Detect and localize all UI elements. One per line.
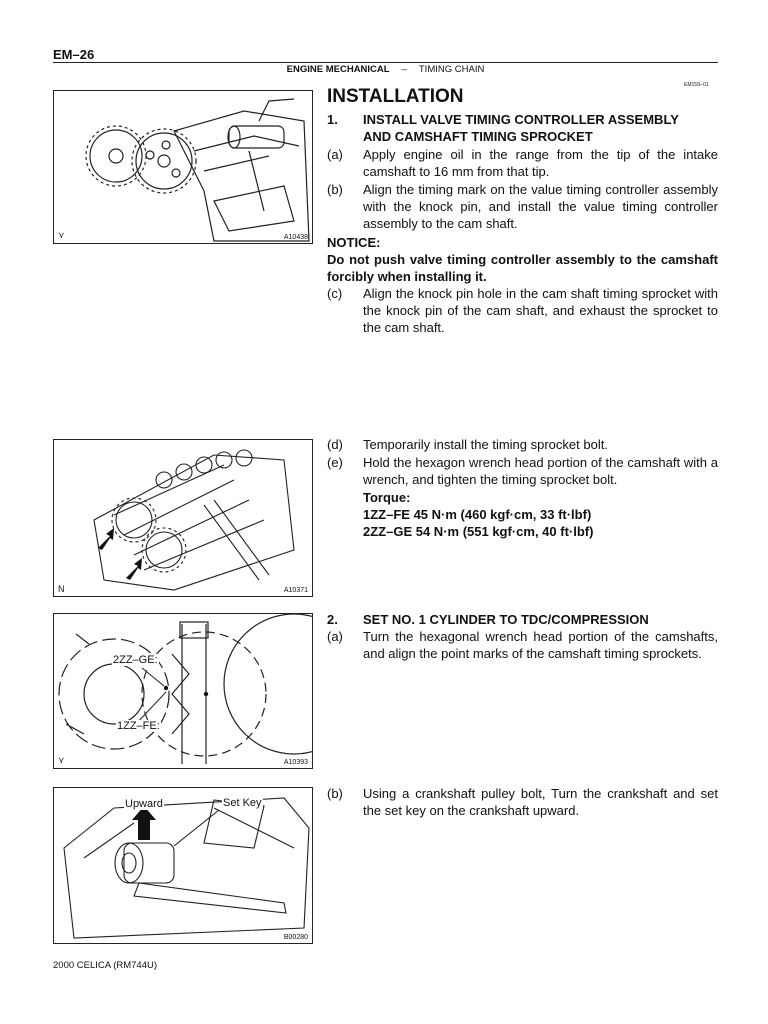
torque-1zz-fe: 1ZZ–FE 45 N·m (460 kgf·cm, 33 ft·lbf): [363, 507, 592, 522]
figure-2-number: A10371: [283, 587, 308, 594]
step-1e-text: Hold the hexagon wrench head portion of the camshaft with a wrench, and tighten the timing sprocket bolt.: [363, 455, 718, 487]
figure-timing-controller: [53, 90, 313, 244]
step-1d-text: Temporarily install the timing sprocket bolt.: [363, 437, 608, 452]
step-1b-text: Align the timing mark on the value timing controller assembly with the knock pin, and install the value timing controller assembly to the cam shaft.: [363, 182, 718, 231]
step-2b-text: Using a crankshaft pulley bolt, Turn the crankshaft and set the set key on the crankshaft upward.: [363, 786, 718, 818]
step-1d-key: (d): [327, 437, 343, 452]
figure-1-number: A10438: [283, 234, 308, 241]
figure-point-marks: [53, 613, 313, 769]
notice-label: NOTICE:: [327, 235, 381, 250]
figure-sprocket-bolt-illustration: [54, 440, 313, 597]
figure-3-number: A10393: [283, 759, 308, 766]
label-2zz-ge: 2ZZ–GE:: [113, 654, 158, 666]
step-1b-key: (b): [327, 182, 343, 197]
step-2-number: 2.: [327, 612, 338, 627]
torque-2zz-ge: 2ZZ–GE 54 N·m (551 kgf·cm, 40 ft·lbf): [363, 524, 594, 539]
step-1-title-line2: AND CAMSHAFT TIMING SPROCKET: [363, 129, 593, 144]
header-topic: TIMING CHAIN: [418, 64, 485, 75]
header-rule: [53, 62, 718, 63]
step-1c-key: (c): [327, 286, 343, 301]
figure-1-orientation-mark: ⋎: [58, 230, 65, 240]
figure-3-orientation-mark: ⋎: [58, 755, 65, 765]
page-footer: 2000 CELICA (RM744U): [53, 960, 158, 971]
figure-crankshaft-illustration: [54, 788, 313, 944]
figure-timing-controller-illustration: [54, 91, 313, 244]
page-id: EM–26: [53, 47, 95, 62]
figure-sprocket-bolt: [53, 439, 313, 597]
step-1a-text: Apply engine oil in the range from the tip of the intake camshaft to 16 mm from that tip.: [363, 147, 718, 179]
figure-crankshaft: [53, 787, 313, 944]
notice-text: Do not push valve timing controller assembly to the camshaft forcibly when installing it.: [327, 252, 718, 284]
label-set-key: Set Key: [223, 797, 262, 809]
document-code: EM15S–01: [684, 82, 709, 88]
header-section: ENGINE MECHANICAL: [286, 64, 390, 75]
step-1-number: 1.: [327, 112, 338, 127]
step-1e-key: (e): [327, 455, 343, 470]
step-1c-text: Align the knock pin hole in the cam shaft timing sprocket with the knock pin of the cam shaft, and exhaust the sprocket to the cam shaft.: [363, 286, 718, 335]
torque-label: Torque:: [363, 490, 411, 505]
step-1-title-line1: INSTALL VALVE TIMING CONTROLLER ASSEMBLY: [363, 112, 679, 127]
step-2a-key: (a): [327, 629, 343, 644]
running-header: [53, 64, 718, 75]
label-1zz-fe: 1ZZ–FE:: [117, 720, 160, 732]
step-2b-key: (b): [327, 786, 343, 801]
label-upward: Upward: [125, 798, 163, 810]
step-1a-key: (a): [327, 147, 343, 162]
step-2a-text: Turn the hexagonal wrench head portion of the camshafts, and align the point marks of the camshaft timing sprockets.: [363, 629, 718, 661]
header-dash: –: [401, 64, 407, 75]
step-2-title: SET NO. 1 CYLINDER TO TDC/COMPRESSION: [363, 612, 649, 627]
figure-2-orientation-mark: N: [58, 584, 65, 594]
figure-4-number: B00280: [283, 934, 308, 941]
page-title: INSTALLATION: [327, 86, 464, 107]
figure-point-marks-illustration: [54, 614, 313, 769]
